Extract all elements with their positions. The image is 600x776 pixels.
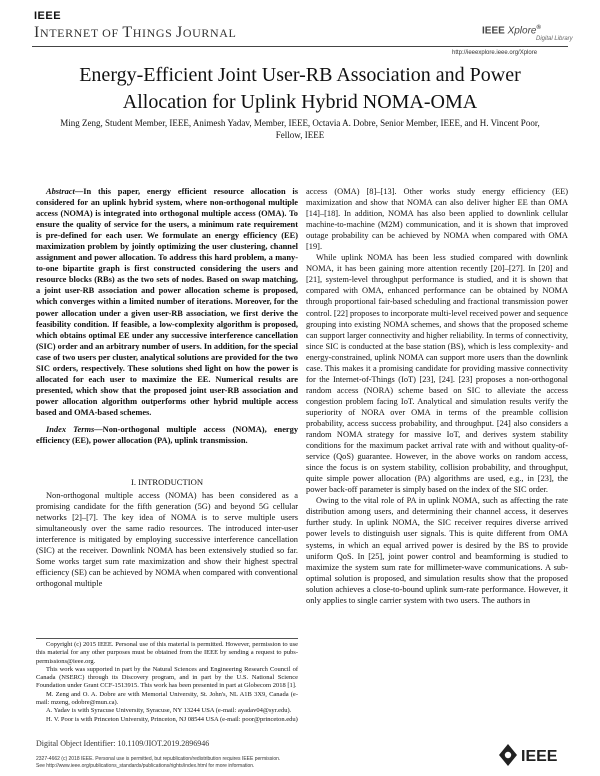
section-heading: I. INTRODUCTION	[130, 477, 204, 487]
affiliation-3: H. V. Poor is with Princeton University, Princeton, NJ 08544 USA (e-mail: poor@princeton.edu)	[46, 715, 298, 723]
ieee-logo-text: IEEE	[521, 748, 558, 765]
footnote-rule	[36, 638, 298, 639]
header-rule	[32, 46, 568, 47]
right-paragraph-1: While uplink NOMA has been less studied compared with downlink NOMA, it has been gaining more attention recently [20]–[27]. In [20] and [21], system-level throughput performance is studied, and it is shown that compared with OMA, enhanced performance can be obtained by NOMA through proportional fair-based scheduling and fractional transmission power control. [22] proposes to incorporate multi-level received power and sequence grouping into existing NOMA schemes, and shows that the proposed scheme can support larger connectivity and higher reliability. In terms of connectivity, since SIC is conducted at the base station (BS), which is less complexity- and energy-constrained, uplink NOMA can support more users than the downlink case. This makes it a promising candidate for providing massive connectivity for the Internet-of-Things (IoT) [23], [24]. [23] proposes a non-orthogonal random access (NORA) scheme based on SIC to alleviate the access congestion problem facing IoT. Analytical and simulation results verify the superiority of NORA over OMA in terms of the preamble collision probability, access success probability, and throughput. [24] also considers a random NOMA strategy for massive IoT, and derives system stability conditions for the maximum packet arrival rate with and without quality-of-service (QoS) guarantee. However, in the above works on random access, since the focus is on system stability, collision probability, and throughput, quite simple power allocation (PA) algorithms are used, e.g., in [23], the power back-off parameter is simply based on the index of the SIC order.	[306, 253, 568, 495]
xplore-subtitle: Digital Library	[536, 36, 573, 42]
index-terms-label: Index Terms—	[46, 425, 103, 434]
abstract	[36, 186, 298, 418]
footer-line-1: 2327-4662 (c) 2018 IEEE. Personal use is permitted, but republication/redistribution requires IEEE permission.	[36, 756, 281, 762]
right-paragraph-2: Owing to the vital role of PA in uplink NOMA, such as affecting the rate distribution among users, and determining their channel access, it deserves further study. In uplink NOMA, the SIC receiver requires diverse arrived power levels to distinguish user signals. This is quite different from OMA systems, in which an equal arrived power is desired by the BS to provide uniform QoS. In [25], joint power control and beamforming is studied to maximize the system sum rate for millimeter-wave communications. A sub-optimal solution is proposed, and simulation results show that the proposed solution achieves a close-to-bound uplink sum-rate performance. However, it only applies to single carrier system with two users. The authors in	[306, 496, 568, 605]
doi[interactable]: Digital Object Identifier: 10.1109/JIOT.2019.2896946	[36, 739, 210, 748]
xplore-logo: IEEE Xplore®	[482, 25, 541, 37]
paper-title: Energy-Efficient Joint User-RB Association and Power Allocation for Uplink Hybrid NOMA-OMA	[79, 64, 521, 113]
journal-name: INTERNET OF THINGS JOURNAL	[34, 24, 237, 41]
intro-paragraph: Non-orthogonal multiple access (NOMA) has been considered as a promising candidate for the fifth generation (5G) and beyond 5G cellular networks [2]–[7]. The key idea of NOMA is to serve multiple users simultaneously over the same radio resources. The introduced inter-user interference is mitigated by employing successive interference cancellation (SIC) at the receiver. Downlink NOMA has been extensively studied so far. Some works target sum rate maximization and show their highest spectral efficiency (SE) can be achieved by NOMA when compared with conventional orthogonal multiple	[36, 491, 298, 589]
footer-notice	[36, 756, 476, 770]
copyright-note: Copyright (c) 2015 IEEE. Personal use of this material is permitted. However, permission to use this material for any other purposes must be obtained from the IEEE by sending a request to pubs-permissions@ieee.org.	[36, 641, 298, 665]
funding-note: This work was supported in part by the Natural Sciences and Engineering Research Council of Canada (NSERC) through its Discovery program, and in part by the U.S. National Science Foundation under Grant CCF-1513915. This work has been presented in part at Globecom 2018 [1].	[36, 665, 298, 690]
index-terms	[36, 424, 298, 446]
footnotes	[36, 641, 298, 724]
right-column	[306, 186, 568, 606]
intro-left-column	[36, 490, 298, 589]
ieee-logo	[498, 743, 568, 767]
footer-line-2: See http://www.ieee.org/publications_standards/publications/rights/index.html for more information.	[36, 763, 255, 769]
affiliation-1: M. Zeng and O. A. Dobre are with Memorial University, St. John's, NL A1B 3X9, Canada (e-mail: mzeng, odobre@mun.ca).	[36, 690, 298, 707]
abstract-label: Abstract—	[46, 187, 84, 196]
xplore-url[interactable]: http://ieeexplore.ieee.org/Xplore	[452, 50, 538, 56]
right-paragraph-0: access (OMA) [8]–[13]. Other works study energy efficiency (EE) maximization and show that NOMA can also deliver higher EE than OMA [14]–[18]. In addition, NOMA has also been applied to downlink cellular machine-to-machine (M2M) communication, and it is shown that improved outage probability can be achieved by NOMA when compared with OMA [19].	[306, 187, 568, 252]
author-list: Ming Zeng, Student Member, IEEE, Animesh Yadav, Member, IEEE, Octavia A. Dobre, Senior Member, IEEE, and H. Vincent Poor, Fellow, IEEE	[60, 118, 540, 140]
publisher-label: IEEE	[34, 10, 62, 22]
index-terms-text: Non-orthogonal multiple access (NOMA), energy efficiency (EE), power allocation (PA), uplink transmission.	[36, 425, 299, 446]
ieee-diamond-icon	[499, 744, 517, 766]
abstract-text: In this paper, energy efficient resource allocation is considered for an uplink hybrid system, where non-orthogonal multiple access (NOMA) is integrated into orthogonal multiple access (OMA). To ensure the quality of service for the users, a minimum rate requirement is pre-defined for each user. We formulate an energy efficiency (EE) maximization problem by jointly optimizing the user clustering, channel assignment and power allocation. To address this hard problem, a many-to-one bipartite graph is first constructed considering the users and resource blocks (RBs) as the two sets of nodes. Based on swap matching, a joint user-RB association and power allocation scheme is proposed, which converges within a limited number of iterations. Moreover, for the power allocation under a given user-RB association, we first derive the feasibility condition. If feasible, a low-complexity algorithm is proposed, which obtains optimal EE under any successive interference cancellation (SIC) order and an arbitrary number of users. In addition, for the special case of two users per cluster, analytical solutions are provided for the two SIC orders, respectively. These solutions shed light on how the power is allocated for each user to maximize the EE. Numerical results are presented, which show that the proposed joint user-RB association and power allocation algorithm outperforms other hybrid multiple access based and OMA-based schemes.	[36, 187, 298, 417]
affiliation-2: A. Yadav is with Syracuse University, Syracuse, NY 13244 USA (e-mail: ayadav04@syr.edu).	[46, 707, 292, 715]
